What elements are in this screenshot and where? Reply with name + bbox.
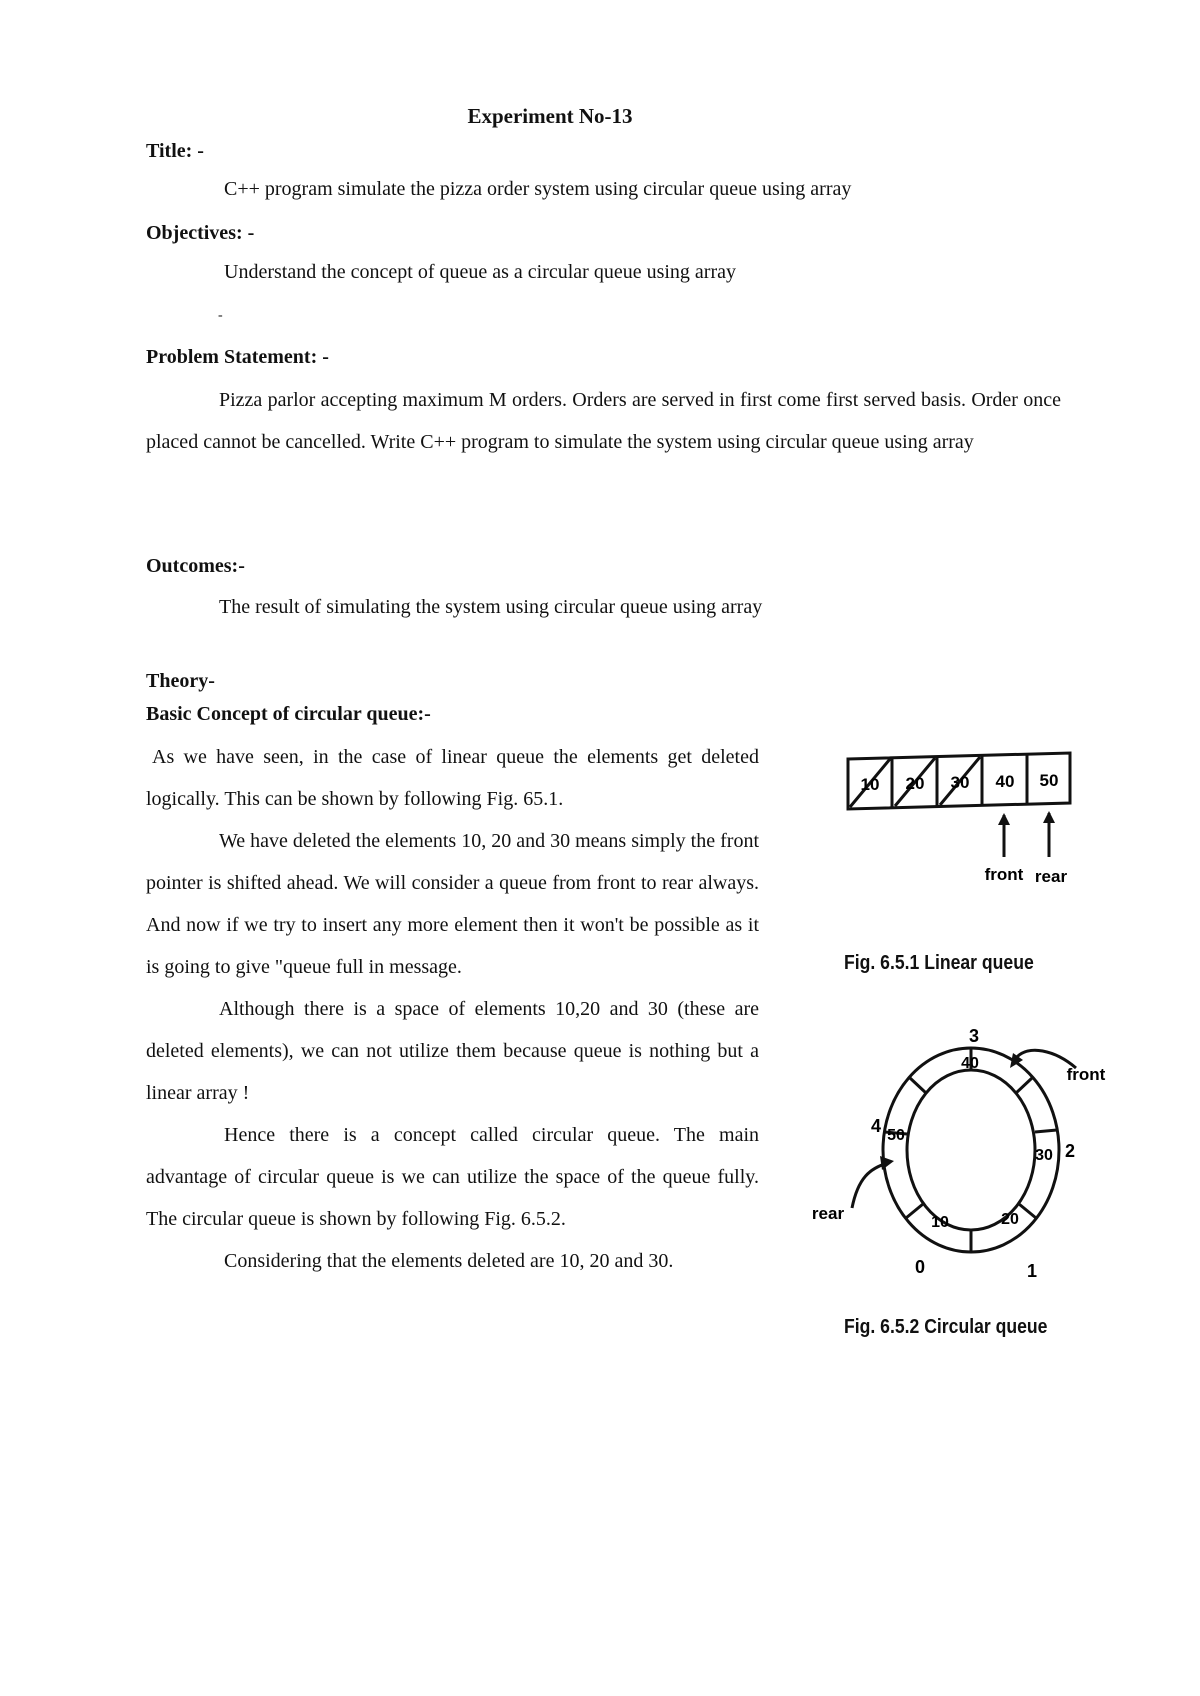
circular-front-label: front	[1066, 1065, 1106, 1084]
circular-outer-ring	[883, 1048, 1059, 1252]
theory-heading: Theory-	[146, 670, 215, 692]
objectives-mark: -	[218, 308, 223, 323]
basic-concept-heading: Basic Concept of circular queue:-	[146, 703, 431, 725]
linear-queue-caption: Fig. 6.5.1 Linear queue	[844, 952, 1034, 974]
circular-slot-value: 20	[1001, 1211, 1019, 1228]
circular-index-label: 1	[1026, 1261, 1038, 1281]
theory-paragraph: As we have seen, in the case of linear queue the elements get deleted logically. This can be shown by following Fig. 65.1.	[146, 746, 759, 810]
front-label: front	[984, 865, 1024, 884]
outcomes-text: The result of simulating the system using circular queue using array	[219, 596, 763, 618]
slot-divider	[1019, 1204, 1036, 1218]
objectives-text: Understand the concept of queue as a circular queue using array	[224, 261, 737, 283]
linear-cell-value: 10	[860, 775, 880, 794]
circular-slot-value: 10	[931, 1214, 949, 1231]
theory-paragraph: Although there is a space of elements 10,20 and 30 (these are deleted elements), we can not utilize them because queue is nothing but a linear array !	[146, 998, 759, 1104]
theory-text	[146, 736, 759, 1282]
title-text: C++ program simulate the pizza order system using circular queue using array	[224, 178, 852, 200]
objectives-heading: Objectives: -	[146, 222, 255, 244]
circular-slot-value: 40	[961, 1055, 979, 1072]
problem-text: Pizza parlor accepting maximum M orders. Orders are served in first come first served basis. Order once placed cannot be cancelled. Write C++ program to simulate the system using circular queue using array	[146, 389, 1061, 453]
linear-cell-value: 30	[950, 773, 970, 792]
rear-pointer-arrowhead	[880, 1156, 894, 1170]
circular-queue-figure	[800, 1020, 1106, 1281]
theory-paragraph: Hence there is a concept called circular queue. The main advantage of circular queue is we can utilize the space of the queue fully. The circular queue is shown by following Fig. 6.5.2.	[146, 1124, 759, 1230]
slot-divider	[1016, 1078, 1032, 1093]
circular-slot-value: 30	[1035, 1147, 1053, 1164]
linear-cell-value: 50	[1039, 771, 1059, 790]
slot-divider	[1035, 1130, 1057, 1132]
rear-arrowhead	[1043, 811, 1055, 823]
circular-index-label: 0	[914, 1257, 926, 1277]
circular-queue-caption: Fig. 6.5.2 Circular queue	[844, 1316, 1048, 1338]
circular-slot-value: 50	[887, 1127, 905, 1144]
title-heading: Title: -	[146, 140, 204, 162]
front-arrowhead	[998, 813, 1010, 825]
rear-label: rear	[1034, 867, 1068, 886]
theory-paragraph: Considering that the elements deleted are 10, 20 and 30.	[224, 1250, 674, 1272]
circular-index-label: 4	[870, 1116, 882, 1136]
slot-divider	[906, 1204, 923, 1218]
theory-paragraph: We have deleted the elements 10, 20 and 30 means simply the front pointer is shifted ahead. We will consider a queue from front to rear always. And now if we try to insert any more element then it won't be possible as it is going to give "queue full in message.	[146, 830, 759, 978]
rear-pointer-curve	[852, 1163, 888, 1208]
circular-inner-ring	[907, 1070, 1035, 1230]
problem-heading: Problem Statement: -	[146, 346, 329, 368]
outcomes-heading: Outcomes:-	[146, 555, 245, 577]
slot-divider	[910, 1078, 926, 1093]
linear-cell-value: 40	[995, 772, 1015, 791]
linear-queue-figure	[840, 745, 1080, 905]
document-title: Experiment No-13	[467, 104, 633, 128]
linear-cell-value: 20	[905, 774, 925, 793]
circular-index-label: 2	[1064, 1141, 1076, 1161]
circular-index-label: 3	[968, 1026, 980, 1046]
circular-rear-label: rear	[811, 1204, 845, 1223]
